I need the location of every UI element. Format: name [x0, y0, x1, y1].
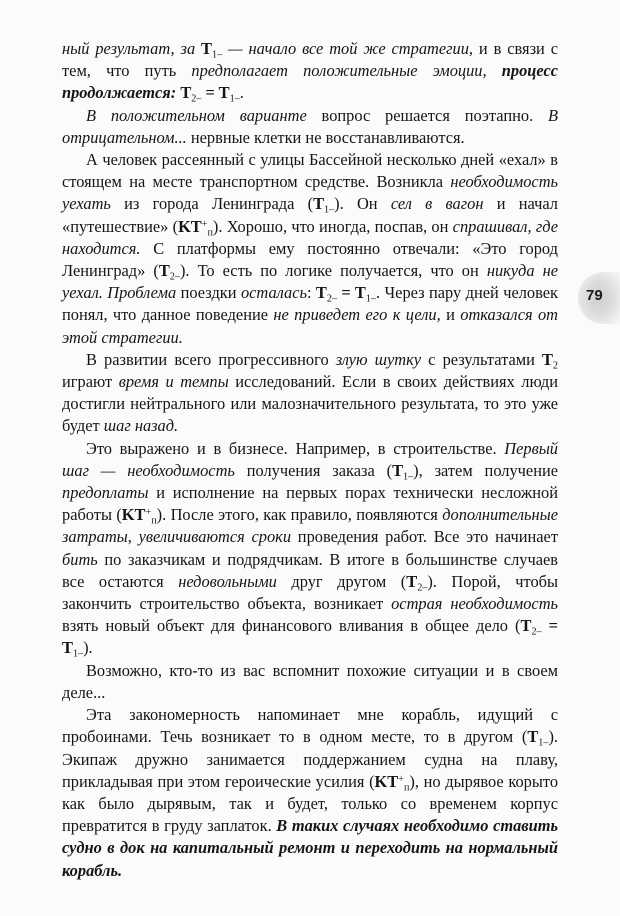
text-run: нервные клетки не восстанавливаются.	[186, 127, 465, 147]
paragraph	[62, 349, 558, 438]
text-run: В отрицательном...	[62, 105, 559, 147]
text-run: не приведет его к цели,	[273, 305, 441, 325]
text-run: поездки	[176, 283, 241, 303]
text-run: T	[315, 283, 327, 303]
text-run: +	[145, 507, 152, 519]
text-run: сел в вагон	[390, 194, 484, 214]
page-number: 79	[586, 287, 603, 304]
text-run	[487, 61, 502, 80]
text-run: 2–	[417, 582, 428, 594]
text-run: Эта закономерность напоминает мне корабль, идущий с пробоинами. Течь возникает то в одном месте, то в другом (	[62, 705, 558, 747]
text-run: +	[201, 218, 208, 230]
text-run: T	[180, 83, 192, 103]
text-run: T	[392, 460, 404, 480]
text-run: вопрос решается поэтапно.	[306, 105, 548, 125]
text-run: и в связи с тем, что путь	[62, 39, 558, 81]
text-run: получения заказа (	[234, 460, 393, 480]
text-run: T	[158, 261, 170, 281]
text-run: В положительном варианте	[86, 105, 307, 125]
text-run: ). То есть по логике получается, что он	[179, 261, 487, 281]
text-run: время и темпы	[118, 372, 229, 392]
text-run: KT	[374, 771, 399, 791]
text-run: предоплаты	[62, 483, 149, 503]
text-run: +	[398, 773, 404, 785]
text-run: предполагает положительные эмоции,	[191, 61, 487, 81]
text-run: ). Экипаж дружно занимается поддержанием судна на плаву, прикладывая при этом героические усилия (	[62, 727, 558, 791]
text-run: из города Ленинграда (	[110, 194, 314, 214]
text-run: 2–	[169, 271, 180, 283]
text-run: = T	[62, 616, 558, 658]
text-run: .	[239, 83, 244, 103]
text-run: ). После этого, как правило, появляются	[156, 505, 443, 525]
text-run: ).	[83, 638, 93, 658]
text-run: ), но дырявое корыто как было дырявым, так и будет, только со временем корпус превратится в груду заплаток.	[62, 771, 559, 836]
paragraph	[62, 438, 558, 660]
text-run: 1–	[211, 49, 223, 61]
text-run: 2–	[326, 293, 338, 305]
paragraph	[62, 105, 558, 149]
text-run: 2–	[531, 626, 542, 638]
text-run: отказался от этой стратегии.	[62, 305, 558, 347]
text-run: ). Порой, чтобы закончить строительство объекта, возникает	[62, 571, 558, 614]
text-run: и	[440, 305, 461, 325]
text-run: ный результат, за	[62, 39, 202, 58]
text-run: 1–	[324, 204, 335, 216]
text-run: Это выражено и в бизнесе. Например, в строительстве.	[86, 438, 505, 458]
text-run: T	[406, 571, 418, 591]
text-run: T	[527, 727, 539, 747]
text-run: шаг назад.	[103, 416, 179, 436]
text-run: 1–	[72, 649, 84, 661]
text-run: ). Он	[334, 194, 391, 214]
text-run: увеличиваются сроки	[138, 527, 292, 547]
text-run: осталась	[240, 283, 307, 303]
text-run: Возможно, кто-то из вас вспомнит похожие ситуации и в своем деле...	[62, 660, 558, 702]
text-run: 1–	[403, 471, 414, 483]
text-run: А человек рассеянный с улицы Бассейной несколько дней «ехал» в стоящем на месте транспортном средстве. Возникла	[62, 150, 558, 192]
text-run: процесс продолжается:	[62, 61, 558, 103]
paragraph	[62, 660, 558, 704]
text-run: :	[306, 283, 316, 303]
text-run: по заказчикам и подрядчикам. В итоге в большинстве случаев все остаются	[62, 549, 558, 591]
text-run: T	[520, 616, 532, 636]
text-run: п	[403, 782, 410, 794]
text-run: и начал «путешествие» (	[62, 194, 558, 236]
text-run: ,	[127, 527, 139, 547]
text-run: никуда не уехал.	[62, 261, 558, 303]
text-run: острая необходимость	[391, 594, 559, 614]
text-run: взять новый объект для финансового вливания в общее дело (	[62, 616, 521, 636]
text-run: KT	[178, 216, 202, 236]
text-run: недовольными	[178, 571, 277, 591]
body-text	[62, 38, 558, 882]
text-run: дополнительные затраты	[62, 505, 558, 547]
text-run: п	[207, 227, 213, 239]
text-run: В развитии всего прогрессивного	[86, 349, 336, 369]
text-run: 1–	[538, 737, 549, 749]
text-run: 1–	[365, 293, 376, 305]
paragraph	[62, 38, 558, 105]
text-run: 2–	[191, 93, 202, 105]
text-run: Первый шаг — необходимость	[62, 438, 558, 480]
text-run: бить	[62, 549, 98, 569]
text-run: T	[541, 349, 553, 369]
text-run: . Через пару дней человек понял, что данное поведение	[62, 283, 559, 325]
text-run: = T	[201, 83, 230, 103]
text-run: С платформы ему постоянно отвечали: «Это город Ленинград» (	[62, 238, 558, 281]
text-run: злую шутку	[335, 349, 422, 369]
text-run: Проблема	[107, 283, 177, 303]
text-run: спрашивал, где находится.	[62, 216, 558, 258]
text-run: необходимость уехать	[62, 172, 558, 214]
text-run: В таких случаях необходимо ставить судно в док на капитальный ремонт и переходить на нормальный корабль.	[62, 816, 558, 880]
text-run: T	[313, 194, 324, 214]
text-run: 2	[552, 360, 558, 372]
text-run: с результатами	[421, 349, 542, 369]
text-run: ). Хорошо, что иногда, поспав, он	[212, 216, 453, 236]
text-run: исследований. Если в своих действиях люди достигли нейтрального или малозначительного результата, то это уже будет	[62, 372, 559, 436]
text-run: = T	[337, 283, 366, 303]
text-run: друг другом (	[276, 571, 407, 591]
paragraph	[62, 704, 558, 882]
text-run: и исполнение на первых порах технически несложной работы (	[62, 483, 558, 525]
text-run: проведения работ. Все это начинает	[291, 527, 558, 547]
text-run: играют	[62, 372, 119, 392]
text-run: 1–	[229, 93, 240, 105]
text-run: п	[151, 515, 157, 527]
paragraph	[62, 149, 558, 349]
text-run: ), затем получение	[413, 460, 559, 480]
text-run: — начало все той же стратегии,	[222, 39, 474, 58]
text-run: T	[201, 39, 212, 58]
text-run: KT	[121, 505, 146, 525]
